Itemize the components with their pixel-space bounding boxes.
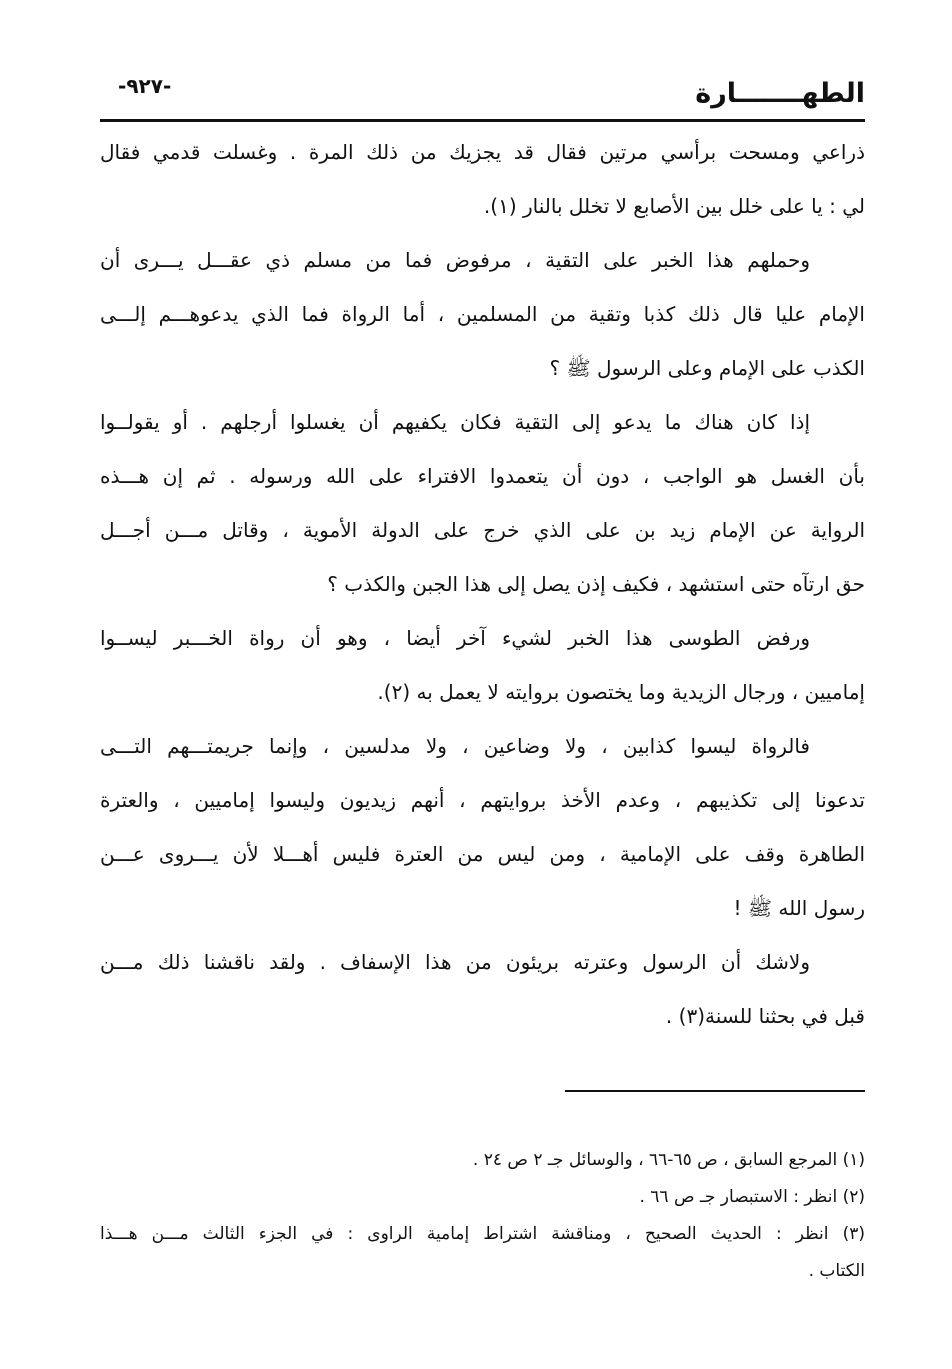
text-line: إماميين ، ورجال الزيدية وما يختصون بروايته لا يعمل به (٢). xyxy=(377,680,865,704)
text-line: بأن الغسل هو الواجب ، دون أن يتعمدوا الافتراء على الله ورسوله . ثم إن هـــذه xyxy=(100,464,865,488)
footnote-line: (١) المرجع السابق ، ص ٦٥-٦٦ ، والوسائل جـ ٢ ص ٢٤ . xyxy=(472,1150,865,1170)
text-line: ورفض الطوسى هذا الخبر لشيء آخر أيضا ، وهو أن رواة الخـــبر ليســوا xyxy=(100,626,810,650)
running-title: الطهـــــــارة xyxy=(695,78,865,109)
text-line: إذا كان هناك ما يدعو إلى التقية فكان يكفيهم أن يغسلوا أرجلهم . أو يقولــوا xyxy=(100,410,810,434)
text-line: قبل في بحثنا للسنة(٣) . xyxy=(665,1004,865,1028)
text-line: لي : يا على خلل بين الأصابع لا تخلل بالنار (١). xyxy=(483,194,865,218)
text-line: رسول الله ﷺ ! xyxy=(733,896,865,920)
text-line: الإمام عليا قال ذلك كذبا وتقية من المسلمين ، أما الرواة فما الذي يدعوهـــم إلـــى xyxy=(100,302,865,326)
footnote-list xyxy=(100,1142,865,1290)
text-line: الطاهرة وقف على الإمامية ، ومن ليس من العترة فليس أهـــلا لأن يـــروى عـــن xyxy=(100,842,865,866)
header-rule xyxy=(100,119,865,122)
text-line: وحملهم هذا الخبر على التقية ، مرفوض فما من مسلم ذي عقـــل يـــرى أن xyxy=(100,248,810,272)
text-line: فالرواة ليسوا كذابين ، ولا وضاعين ، ولا مدلسين ، وإنما جريمتـــهم التـــى xyxy=(100,734,810,758)
footnote-line: الكتاب . xyxy=(808,1261,865,1281)
text-line: حق ارتآه حتى استشهد ، فكيف إذن يصل إلى هذا الجبن والكذب ؟ xyxy=(327,572,865,596)
page-number: -٩٢٧- xyxy=(118,74,172,98)
text-line: ولاشك أن الرسول وعترته بريئون من هذا الإسفاف . ولقد ناقشنا ذلك مـــن xyxy=(100,950,810,974)
footnote-line: (٣) انظر : الحديث الصحيح ، ومناقشة اشتراط إمامية الراوى : في الجزء الثالث مـــن هـــذا xyxy=(100,1224,865,1244)
text-line: الرواية عن الإمام زيد بن على الذي خرج على الدولة الأموية ، وقاتل مـــن أجـــل xyxy=(100,518,865,542)
footnote-rule xyxy=(565,1090,865,1092)
text-line: تدعونا إلى تكذيبهم ، وعدم الأخذ بروايتهم ، أنهم زيديون وليسوا إماميين ، والعترة xyxy=(100,788,865,812)
body-text xyxy=(100,125,865,1043)
text-line: الكذب على الإمام وعلى الرسول ﷺ ؟ xyxy=(549,356,865,380)
page-header xyxy=(100,70,865,122)
footnote-line: (٢) انظر : الاستبصار جـ ص ٦٦ . xyxy=(639,1187,865,1207)
text-line: ذراعي ومسحت برأسي مرتين فقال قد يجزيك من ذلك المرة . وغسلت قدمي فقال xyxy=(100,140,865,164)
